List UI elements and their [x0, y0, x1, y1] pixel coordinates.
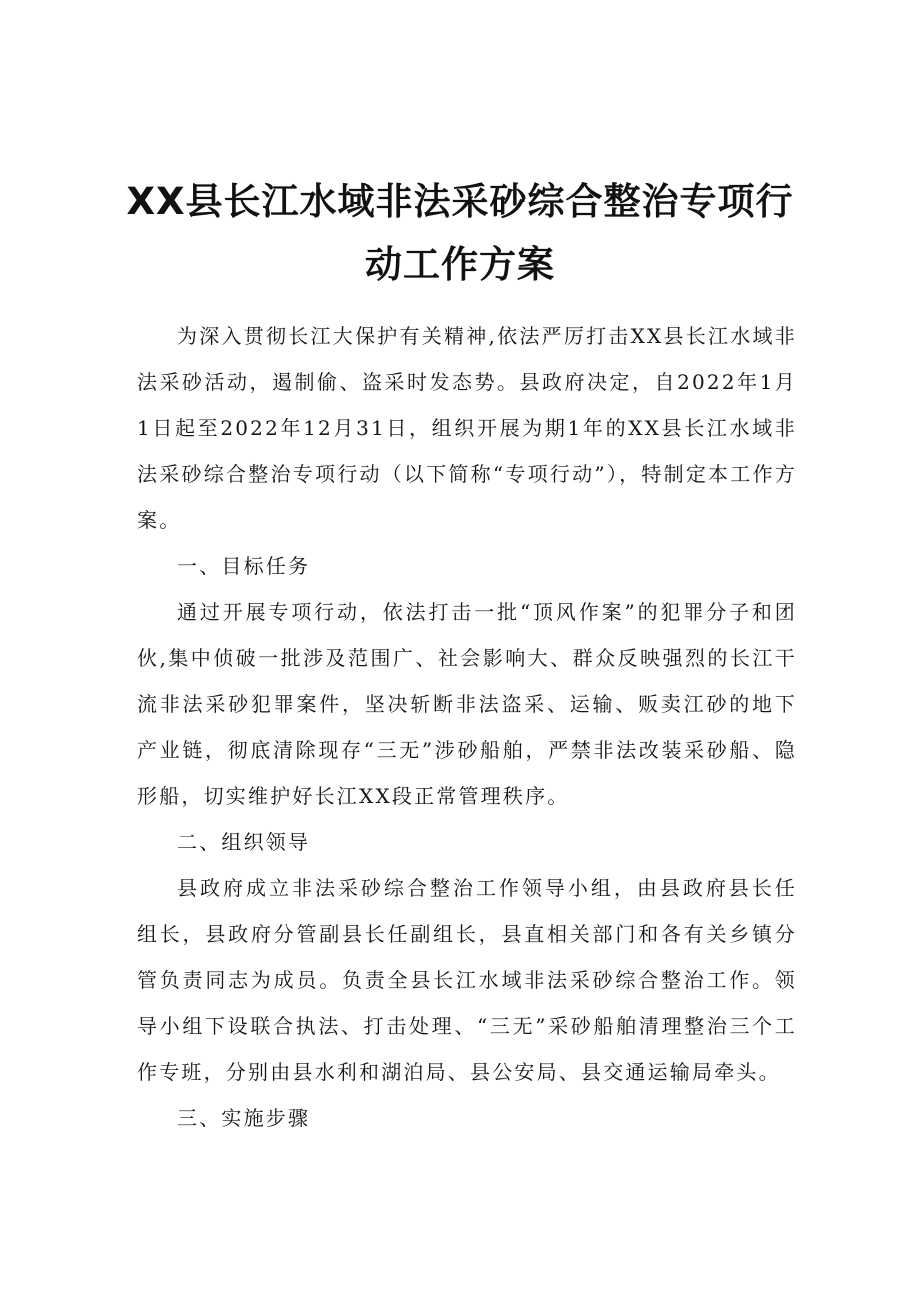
section-paragraph-goals: 通过开展专项行动，依法打击一批“顶风作案”的犯罪分子和团伙,集中侦破一批涉及范围广、社会影响大、群众反映强烈的长江干流非法采砂犯罪案件，坚决斩断非法盗采、运输、贩卖江砂的地下产业链，彻底清除现存“三无”涉砂船舶，严禁非法改装采砂船、隐形船，切实维护好长江XX段正常管理秩序。 [137, 600, 797, 808]
document-title-line-1: XX县长江水域非法采砂综合整治专项行 [126, 180, 794, 223]
section-heading-goals: 一、目标任务 [177, 554, 311, 578]
section-heading-steps: 三、实施步骤 [177, 1106, 311, 1130]
document-body [137, 313, 797, 1141]
section-heading-organization: 二、组织领导 [177, 830, 311, 854]
document-title-line-2: 动工作方案 [365, 243, 555, 286]
section-paragraph-organization: 县政府成立非法采砂综合整治工作领导小组，由县政府县长任组长，县政府分管副县长任副组长，县直相关部门和各有关乡镇分管负责同志为成员。负责全县长江水域非法采砂综合整治工作。领导小组下设联合执法、打击处理、“三无”采砂船舶清理整治三个工作专班，分别由县水利和湖泊局、县公安局、县交通运输局牵头。 [137, 876, 797, 1084]
intro-paragraph: 为深入贯彻长江大保护有关精神,依法严厉打击XX县长江水域非法采砂活动，遏制偷、盗采时发态势。县政府决定，自2022年1月1日起至2022年12月31日，组织开展为期1年的XX县长江水域非法采砂综合整治专项行动（以下简称“专项行动”），特制定本工作方案。 [137, 324, 797, 532]
